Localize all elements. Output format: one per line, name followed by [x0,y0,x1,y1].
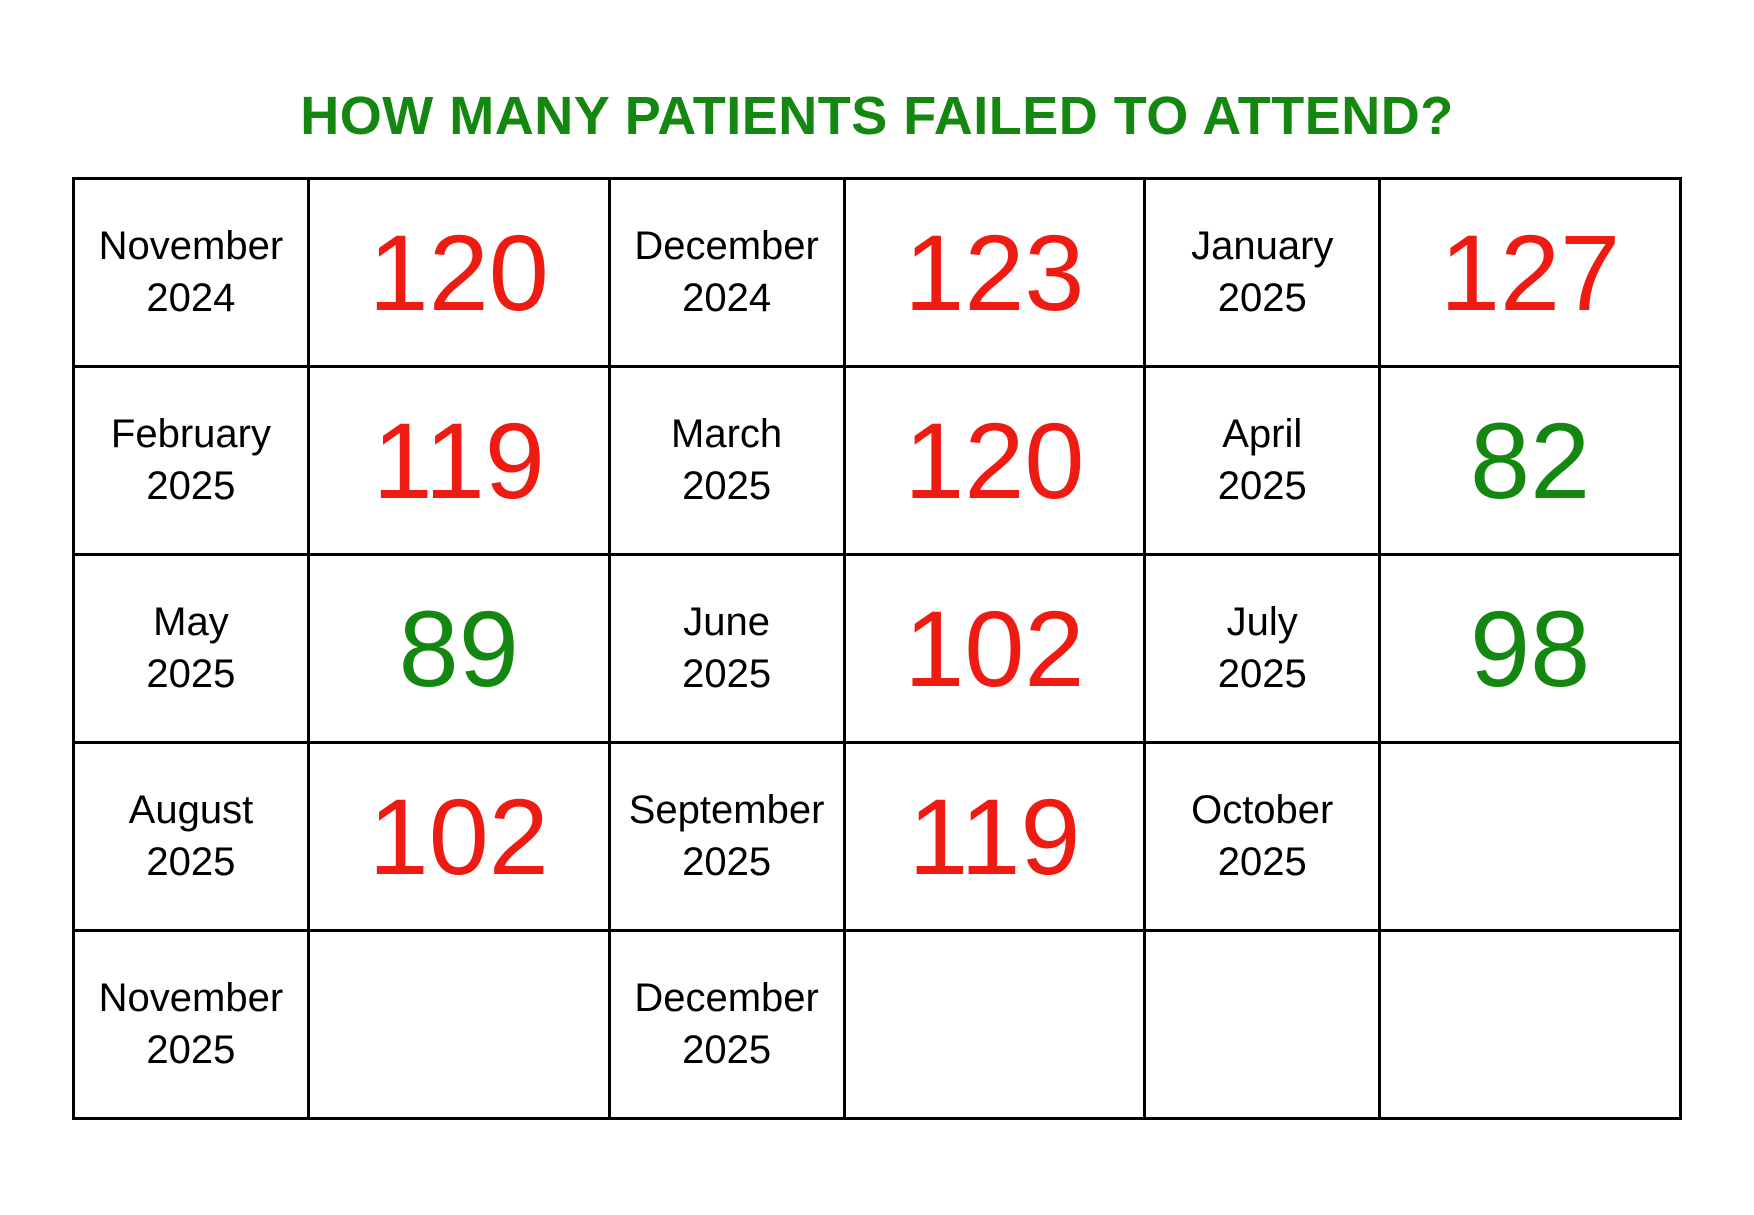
value-number: 82 [1470,399,1591,521]
month-name: July [1226,600,1298,645]
attendance-table [72,177,1682,1120]
month-label-cell [1145,555,1380,743]
month-name: November [98,976,284,1021]
value-cell [308,555,609,743]
month-year: 2025 [682,651,772,696]
value-number: 102 [368,775,549,897]
month-year: 2024 [682,275,772,320]
month-year: 2025 [682,839,772,884]
month-label-cell [609,179,844,367]
value-number: 98 [1470,587,1591,709]
table-row [74,555,1681,743]
month-year: 2025 [682,463,772,508]
value-cell [844,179,1145,367]
value-number: 89 [398,587,519,709]
value-number: 120 [368,211,549,333]
table-row [74,367,1681,555]
month-name: June [683,600,770,645]
month-label-cell-empty [1145,931,1380,1119]
value-number: 119 [908,775,1081,897]
month-year: 2025 [682,1027,772,1072]
month-name: December [634,224,819,269]
month-year: 2025 [1217,275,1307,320]
month-label-cell [609,555,844,743]
table-row [74,931,1681,1119]
month-year: 2025 [1217,839,1307,884]
value-cell [308,367,609,555]
value-cell [844,743,1145,931]
month-label-cell [74,931,309,1119]
month-year: 2025 [1217,651,1307,696]
month-label-cell [74,367,309,555]
month-label-cell [74,179,309,367]
month-year: 2024 [146,275,236,320]
month-name: December [634,976,819,1021]
value-number: 119 [372,399,545,521]
month-label-cell [74,555,309,743]
value-number: 120 [904,399,1085,521]
value-cell [844,367,1145,555]
value-cell [1380,367,1681,555]
month-name: April [1222,412,1303,457]
table-body [74,179,1681,1119]
month-name: January [1191,224,1334,269]
attendance-table-wrapper [72,177,1682,1120]
table-row [74,743,1681,931]
month-name: October [1191,788,1334,833]
month-name: February [110,412,271,457]
month-name: May [153,600,229,645]
value-cell [308,179,609,367]
month-year: 2025 [146,839,236,884]
month-name: November [98,224,284,269]
month-label-cell [609,367,844,555]
value-cell [1380,179,1681,367]
value-number: 102 [904,587,1085,709]
month-name: March [671,412,783,457]
month-label-cell [1145,743,1380,931]
month-label-cell [1145,367,1380,555]
value-number: 123 [904,211,1085,333]
month-label-cell [609,931,844,1119]
value-cell [308,743,609,931]
page-title: HOW MANY PATIENTS FAILED TO ATTEND? [300,86,1454,146]
table-row [74,179,1681,367]
month-name: August [128,788,254,833]
value-cell-empty [844,931,1145,1119]
month-year: 2025 [146,1027,236,1072]
month-label-cell [74,743,309,931]
month-year: 2025 [146,651,236,696]
month-year: 2025 [146,463,236,508]
month-label-cell [1145,179,1380,367]
value-number: 127 [1439,211,1621,333]
value-cell-empty [308,931,609,1119]
month-year: 2025 [1217,463,1307,508]
value-cell-empty [1380,743,1681,931]
month-name: September [628,788,825,833]
value-cell [844,555,1145,743]
value-cell [1380,555,1681,743]
value-cell-empty [1380,931,1681,1119]
month-label-cell [609,743,844,931]
